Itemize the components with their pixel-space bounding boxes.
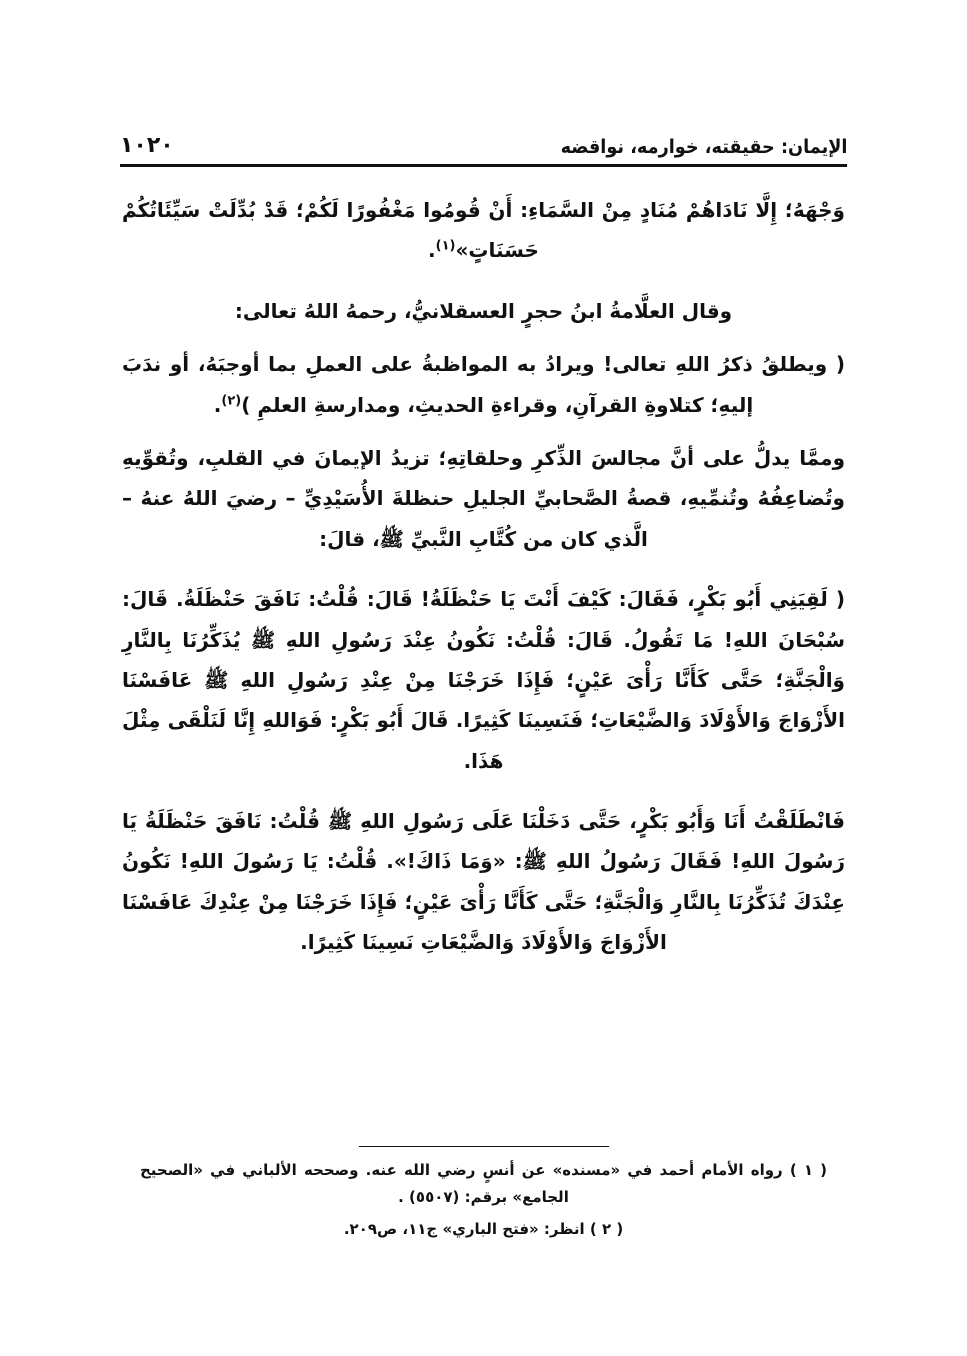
spacer (122, 429, 845, 438)
paragraph-text: وَجْهَهُ؛ إِلَّا نَادَاهُمْ مُنَادٍ مِنْ السَّمَاءِ: أَنْ قُومُوا مَغْفُورًا لَكُمْ؛ قَدْ بُدِّلَتْ سَيِّئَاتُكُمْ حَسَنَاتٍ» (122, 198, 845, 263)
footnote-ref-1: (١) (435, 238, 456, 254)
footnotes-section (140, 1146, 827, 1248)
book-title: الإيمان: حقيقته، خوارمه، نواقضه (560, 136, 847, 158)
page-header-row (120, 120, 847, 158)
paragraph-period-1: . (428, 238, 436, 263)
paragraph-hanzalah-narration-1: ( لَقِيَنِي أَبُو بَكْرٍ، فَقَالَ: كَيْفَ أَنْتَ يَا حَنْظَلَةُ! قَالَ: قُلْتُ: نَافَقَ حَنْظَلَةُ. قَالَ: سُبْحَانَ اللهِ! مَا تَقُولُ. قَالَ: قُلْتُ: نَكُونُ عِنْدَ رَسُولِ اللهِ ﷺ يُذَكِّرُنَا بِالنَّارِ وَالْجَنَّةِ؛ حَتَّى كَأَنَّا رَأْىَ عَيْنٍ؛ فَإِذَا خَرَجْنَا مِنْ عِنْدِ رَسُولِ اللهِ ﷺ عَافَسْنَا الأَزْوَاجَ وَالأَوْلَادَ وَالضَّيْعَاتِ؛ فَنَسِينَا كَثِيرًا. قَالَ أَبُو بَكْرٍ: فَوَاللهِ إِنَّا لَنَلْقَى مِثْلَ هَذَا. (122, 587, 845, 773)
footnote-divider (359, 1146, 609, 1147)
paragraph-text: ( ويطلقُ ذكرُ اللهِ تعالى! ويرادُ به المواظبةُ على العملِ بما أوجبَهُ، أو ندَبَ إليهِ؛ كتلاوةِ القرآنِ، وقراءةِ الحديثِ، ومدارسةِ العلمِ ) (122, 352, 845, 417)
spacer (122, 275, 845, 291)
paragraph-hanzalah-narration-2: فَانْطَلَقْتُ أَنَا وَأَبُو بَكْرٍ، حَتَّى دَخَلْنَا عَلَى رَسُولِ اللهِ ﷺ قُلْتُ: نَافَقَ حَنْظَلَةُ يَا رَسُولَ اللهِ! فَقَالَ رَسُولُ اللهِ ﷺ: «وَمَا ذَاكَ!». قُلْتُ: يَا رَسُولَ اللهِ! نَكُونُ عِنْدَكَ تُذَكِّرُنَا بِالنَّارِ وَالْجَنَّةِ؛ حَتَّى كَأَنَّا رَأْىَ عَيْنٍ؛ فَإِذَا خَرَجْنَا مِنْ عِنْدِكَ عَافَسْنَا الأَزْوَاجَ وَالأَوْلَادَ وَالضَّيْعَاتِ نَسِينَا كَثِيرًا. (122, 809, 845, 955)
paragraph-ibn-hajar-quote (122, 344, 845, 425)
spacer (122, 563, 845, 579)
header-divider (120, 164, 847, 167)
footnote-item: ( ٢ ) انظر: «فتح الباري» ج١١، ص٢٠٩. (343, 1219, 624, 1238)
spacer (122, 335, 845, 344)
paragraph-ibn-hajar-intro: وقال العلَّامةُ ابنُ حجرٍ العسقلانيُّ، رحمهُ اللهُ تعالى: (234, 298, 733, 323)
footnote-item: ( ١ ) رواه الأمام أحمد في «مسنده» عن أنسٍ رضي الله عنه. وصححه الألباني في «الصحيح الجامع» برقم: (٥٥٠٧) . (140, 1161, 828, 1206)
page-number: ١٠٢٠ (120, 133, 174, 158)
spacer (122, 785, 845, 801)
paragraph-hanzalah-intro: وممَّا يدلُّ على أنَّ مجالسَ الذِّكرِ وحلقاتِهِ؛ تزيدُ الإيمانَ في القلبِ، وتُقوِّيهِ وتُضاعِفُهُ وتُنمِّيهِ، قصةُ الصَّحابيِّ الجليلِ حنظلةَ الأُسَيْدِيِّ – رضيَ اللهُ عنهُ – الَّذي كان من كُتَّابِ النَّبيِّ ﷺ، قالَ: (122, 445, 845, 551)
paragraph-hadith-opening (122, 190, 845, 271)
footnote-ref-2: (٢) (221, 392, 242, 408)
paragraph-period-3: . (213, 392, 222, 417)
page-header (120, 120, 847, 176)
page-body (122, 190, 845, 967)
